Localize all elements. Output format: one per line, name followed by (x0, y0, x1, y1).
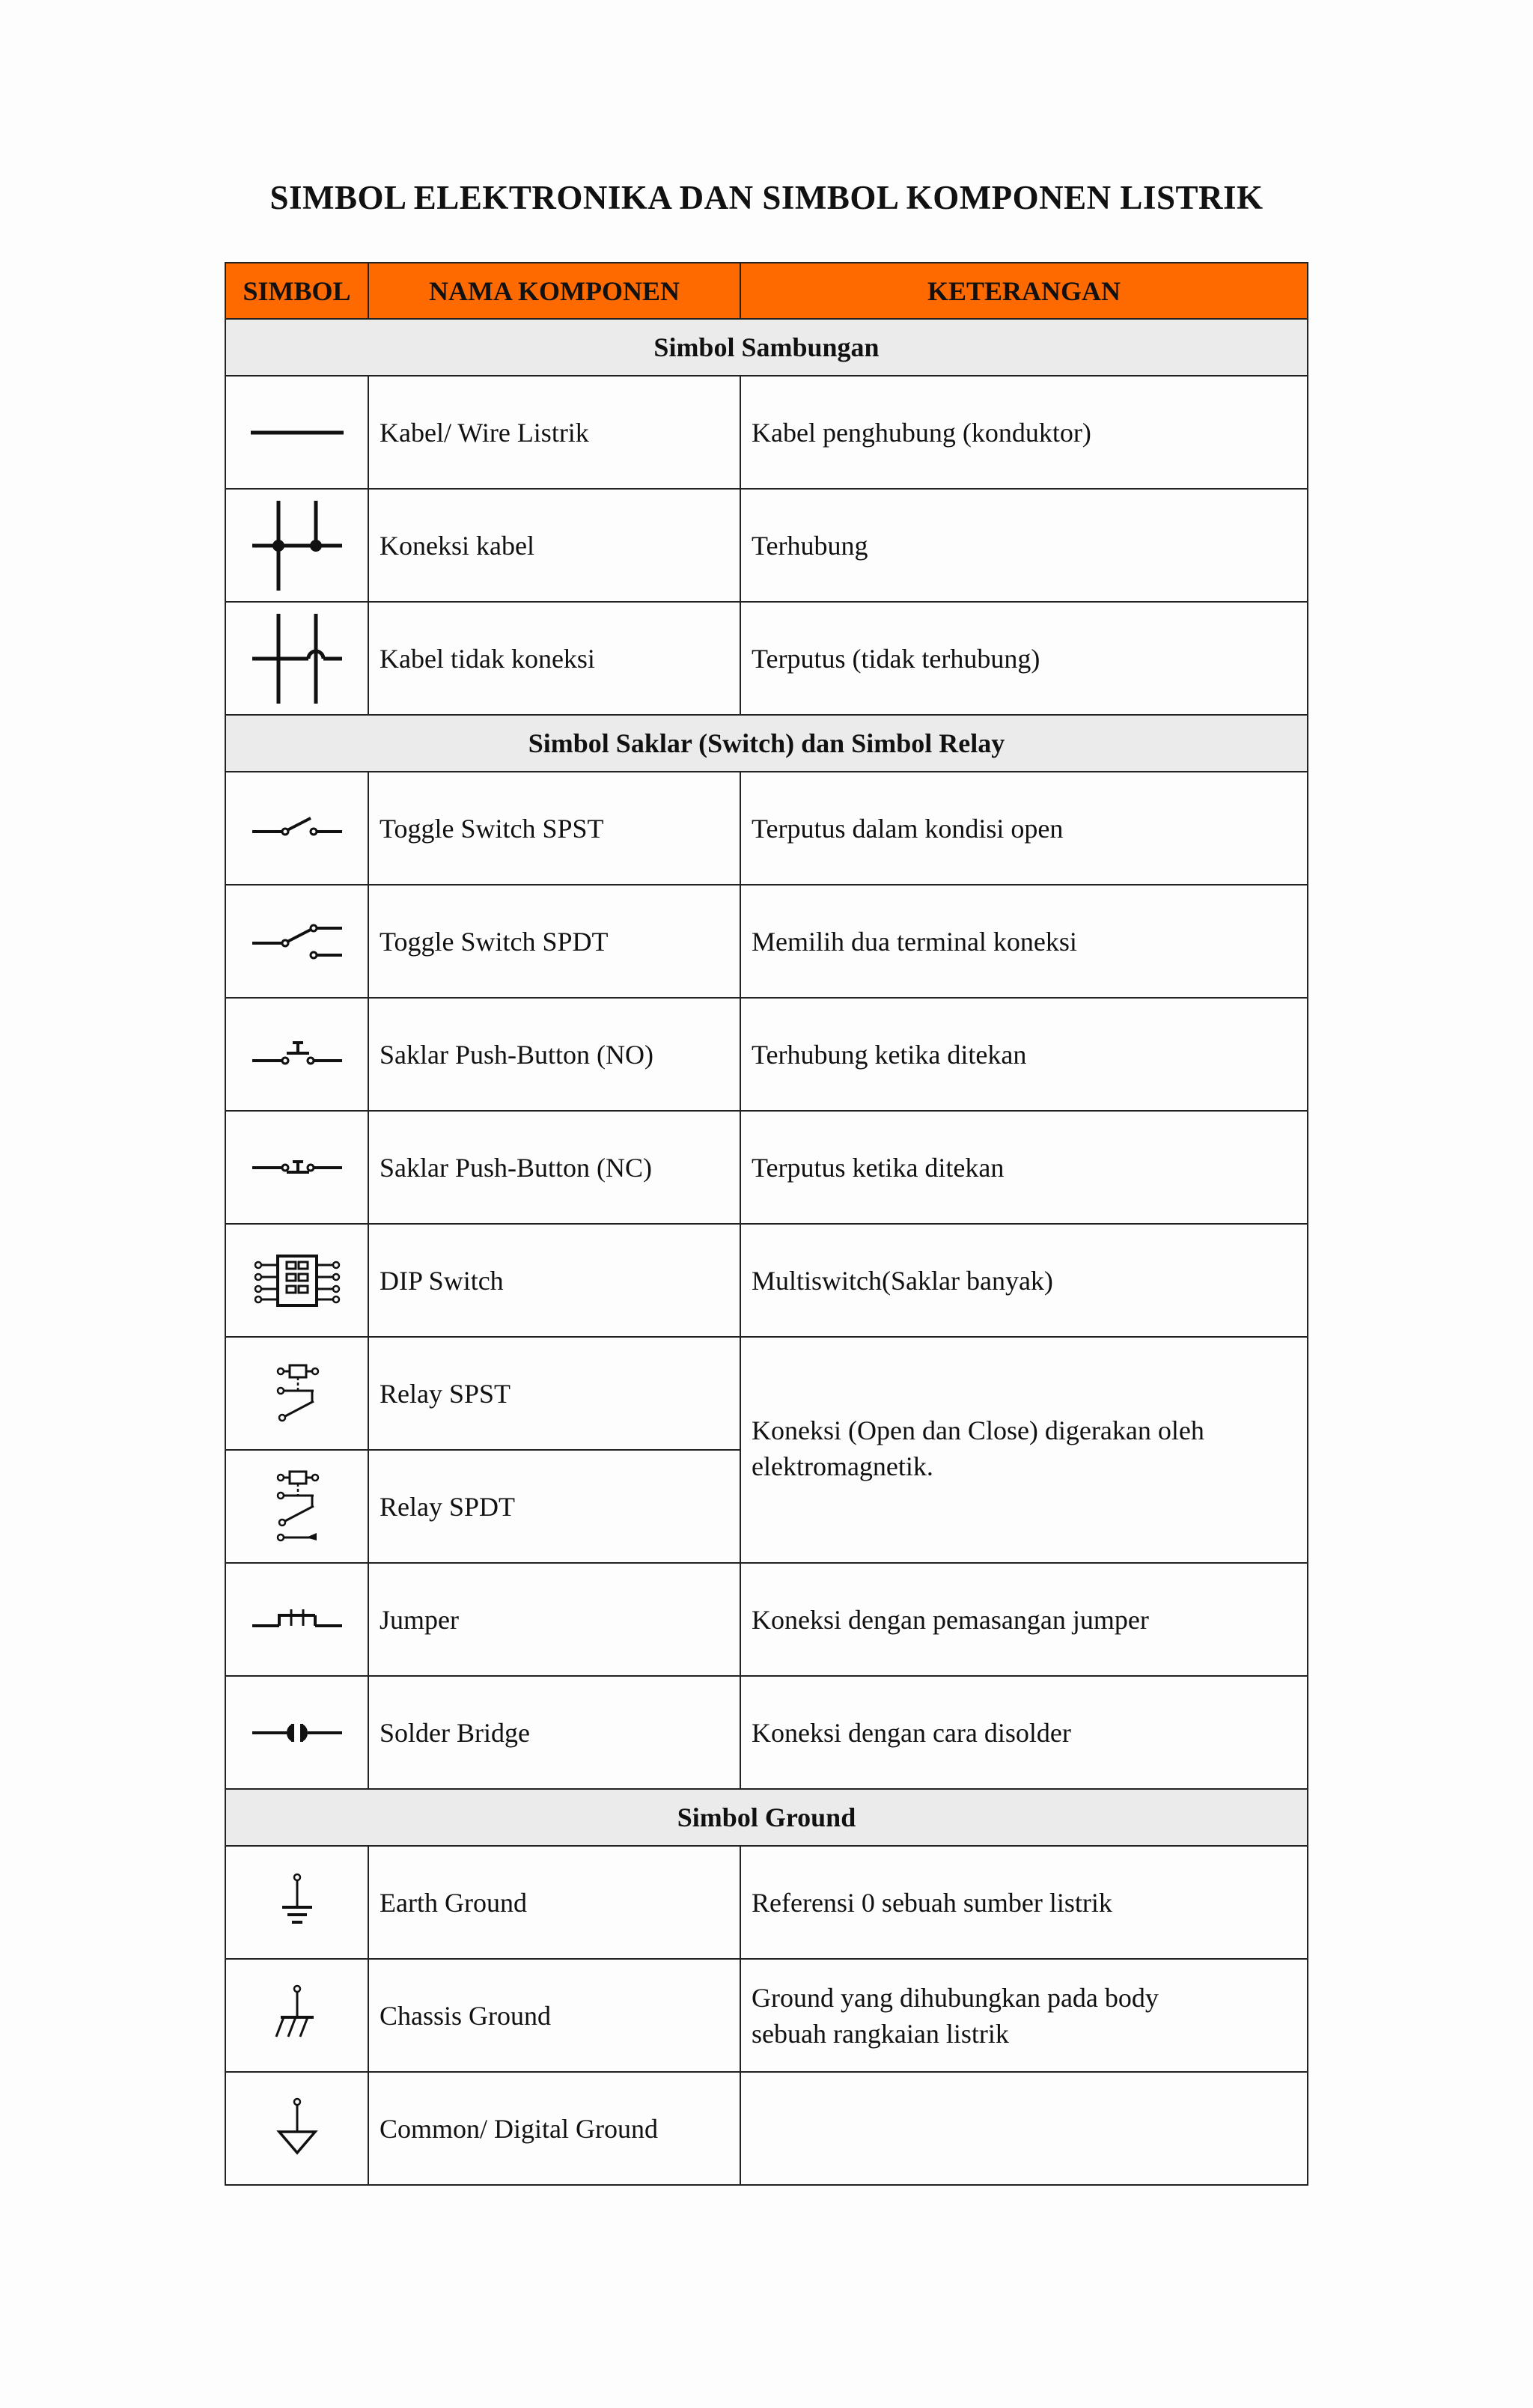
pushbutton-no-icon (225, 998, 368, 1111)
component-desc: Terputus ketika ditekan (740, 1111, 1308, 1224)
section-title: Simbol Sambungan (225, 319, 1308, 376)
component-desc: Terhubung (740, 489, 1308, 602)
table-header-row (225, 263, 1308, 319)
section-row-sambungan (225, 319, 1308, 376)
component-name: Relay SPST (368, 1337, 740, 1450)
component-desc: Memilih dua terminal koneksi (740, 885, 1308, 998)
component-desc: Koneksi dengan pemasangan jumper (740, 1563, 1308, 1676)
component-name: Toggle Switch SPST (368, 772, 740, 885)
unconnected-wires-icon (225, 602, 368, 715)
table-row (225, 1563, 1308, 1676)
component-desc: Terhubung ketika ditekan (740, 998, 1308, 1111)
spdt-switch-icon (225, 885, 368, 998)
header-symbol: SIMBOL (225, 263, 368, 319)
table-row (225, 1676, 1308, 1789)
jumper-icon (225, 1563, 368, 1676)
relay-description (740, 1337, 1308, 1563)
component-desc: Terputus dalam kondisi open (740, 772, 1308, 885)
section-row-ground (225, 1789, 1308, 1846)
component-desc: Koneksi dengan cara disolder (740, 1676, 1308, 1789)
relay-spst-icon (225, 1337, 368, 1450)
component-name: Koneksi kabel (368, 489, 740, 602)
relay-desc-line-2: elektromagnetik. (752, 1451, 933, 1481)
section-row-saklar (225, 715, 1308, 772)
component-name: Chassis Ground (368, 1959, 740, 2072)
component-name: Kabel/ Wire Listrik (368, 376, 740, 489)
pushbutton-nc-icon (225, 1111, 368, 1224)
table-row (225, 376, 1308, 489)
component-name: Common/ Digital Ground (368, 2072, 740, 2185)
table-row (225, 1224, 1308, 1337)
table-row (225, 1846, 1308, 1959)
chassis-desc-line-2: sebuah rangkaian listrik (752, 2018, 1009, 2049)
header-name: NAMA KOMPONEN (368, 263, 740, 319)
solder-bridge-icon (225, 1676, 368, 1789)
chassis-desc-line-1: Ground yang dihubungkan pada body (752, 1982, 1159, 2013)
relay-spdt-icon (225, 1450, 368, 1563)
component-desc (740, 2072, 1308, 2185)
component-desc: Multiswitch(Saklar banyak) (740, 1224, 1308, 1337)
relay-desc-line-1: Koneksi (Open dan Close) digerakan oleh (752, 1415, 1204, 1445)
component-name: Toggle Switch SPDT (368, 885, 740, 998)
table-row (225, 1111, 1308, 1224)
table-row (225, 998, 1308, 1111)
dip-switch-icon (225, 1224, 368, 1337)
page-title: SIMBOL ELEKTRONIKA DAN SIMBOL KOMPONEN LISTRIK (269, 179, 1264, 216)
component-desc: Kabel penghubung (konduktor) (740, 376, 1308, 489)
component-name: Solder Bridge (368, 1676, 740, 1789)
component-name: Saklar Push-Button (NC) (368, 1111, 740, 1224)
component-name: Kabel tidak koneksi (368, 602, 740, 715)
table-row (225, 2072, 1308, 2185)
table-row (225, 772, 1308, 885)
section-title: Simbol Saklar (Switch) dan Simbol Relay (225, 715, 1308, 772)
table-row (225, 885, 1308, 998)
component-name: Jumper (368, 1563, 740, 1676)
component-desc (740, 1959, 1308, 2072)
common-ground-icon (225, 2072, 368, 2185)
component-name: Relay SPDT (368, 1450, 740, 1563)
component-name: Earth Ground (368, 1846, 740, 1959)
chassis-ground-icon (225, 1959, 368, 2072)
table-row (225, 489, 1308, 602)
component-desc: Referensi 0 sebuah sumber listrik (740, 1846, 1308, 1959)
table-row (225, 1959, 1308, 2072)
symbol-table (225, 262, 1308, 2186)
component-desc: Terputus (tidak terhubung) (740, 602, 1308, 715)
component-name: Saklar Push-Button (NO) (368, 998, 740, 1111)
table-row (225, 602, 1308, 715)
wire-icon (225, 376, 368, 489)
connected-wires-icon (225, 489, 368, 602)
earth-ground-icon (225, 1846, 368, 1959)
spst-switch-icon (225, 772, 368, 885)
component-name: DIP Switch (368, 1224, 740, 1337)
header-description: KETERANGAN (740, 263, 1308, 319)
table-row (225, 1337, 1308, 1450)
section-title: Simbol Ground (225, 1789, 1308, 1846)
